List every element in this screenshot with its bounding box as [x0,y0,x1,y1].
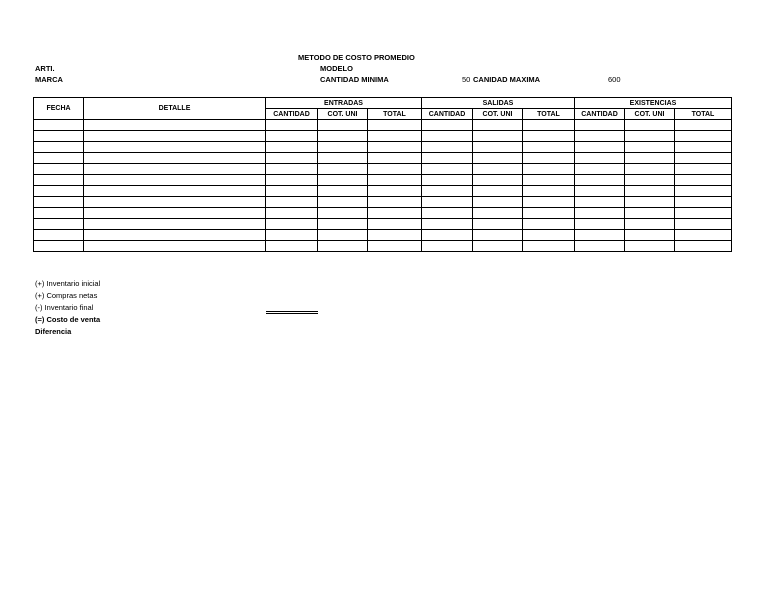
table-cell[interactable] [575,164,625,175]
table-cell[interactable] [473,219,523,230]
summary-inventario-final: (-) Inventario final [35,303,94,312]
table-row [34,120,732,131]
cantidad-minima-value: 50 [462,75,471,84]
table-cell[interactable] [575,219,625,230]
table-cell[interactable] [625,208,675,219]
table-cell[interactable] [34,197,84,208]
table-cell[interactable] [523,197,575,208]
table-cell[interactable] [84,142,266,153]
table-cell[interactable] [318,153,368,164]
table-cell[interactable] [523,241,575,252]
table-cell[interactable] [318,208,368,219]
table-cell[interactable] [625,186,675,197]
table-cell[interactable] [625,164,675,175]
table-cell[interactable] [625,175,675,186]
summary-diferencia: Diferencia [35,327,72,336]
table-cell[interactable] [34,175,84,186]
table-cell[interactable] [266,153,318,164]
table-cell[interactable] [318,219,368,230]
table-cell[interactable] [422,197,473,208]
table-cell[interactable] [675,241,732,252]
table-row [34,164,732,175]
table-cell[interactable] [675,219,732,230]
table-cell[interactable] [473,142,523,153]
table-row [34,230,732,241]
entradas-cot-uni: COT. UNI [318,109,368,120]
table-cell[interactable] [422,175,473,186]
table-cell[interactable] [675,186,732,197]
col-fecha: FECHA [34,98,84,120]
table-cell[interactable] [266,120,318,131]
table-cell[interactable] [575,241,625,252]
table-cell[interactable] [575,131,625,142]
table-cell[interactable] [523,142,575,153]
table-cell[interactable] [34,142,84,153]
table-cell[interactable] [625,142,675,153]
table-cell[interactable] [625,219,675,230]
table-cell[interactable] [368,142,422,153]
summary-costo-venta: (=) Costo de venta [35,315,101,324]
table-cell[interactable] [318,131,368,142]
table-row [34,153,732,164]
table-cell[interactable] [473,186,523,197]
table-cell[interactable] [368,175,422,186]
modelo-label: MODELO [320,64,353,73]
table-cell[interactable] [575,120,625,131]
table-cell[interactable] [422,219,473,230]
table-cell[interactable] [368,153,422,164]
table-cell[interactable] [625,131,675,142]
table-cell[interactable] [473,164,523,175]
table-cell[interactable] [473,230,523,241]
table-cell[interactable] [266,208,318,219]
summary-inventario-inicial: (+) Inventario inicial [35,279,101,288]
table-cell[interactable] [422,153,473,164]
table-row [34,175,732,186]
kardex-table [33,97,732,252]
table-cell[interactable] [422,142,473,153]
table-row [34,241,732,252]
table-cell[interactable] [318,142,368,153]
table-cell[interactable] [84,120,266,131]
table-cell[interactable] [675,131,732,142]
table-cell[interactable] [318,120,368,131]
table-cell[interactable] [625,120,675,131]
table-cell[interactable] [473,208,523,219]
salidas-cot-uni: COT. UNI [473,109,523,120]
table-cell[interactable] [575,208,625,219]
group-entradas: ENTRADAS [266,98,422,109]
table-cell[interactable] [422,208,473,219]
table-cell[interactable] [34,208,84,219]
table-cell[interactable] [625,153,675,164]
table-cell[interactable] [34,164,84,175]
table-row [34,142,732,153]
table-cell[interactable] [84,219,266,230]
table-cell[interactable] [575,197,625,208]
table-row [34,197,732,208]
table-cell[interactable] [523,186,575,197]
table-cell[interactable] [625,197,675,208]
table-cell[interactable] [473,131,523,142]
table-cell[interactable] [575,230,625,241]
salidas-cantidad: CANTIDAD [422,109,473,120]
group-salidas: SALIDAS [422,98,575,109]
table-cell[interactable] [368,197,422,208]
table-cell[interactable] [318,230,368,241]
table-cell[interactable] [575,175,625,186]
table-cell[interactable] [266,241,318,252]
table-cell[interactable] [318,164,368,175]
table-cell[interactable] [34,219,84,230]
table-cell[interactable] [266,142,318,153]
table-cell[interactable] [675,230,732,241]
table-cell[interactable] [368,219,422,230]
table-cell[interactable] [34,186,84,197]
table-cell[interactable] [675,175,732,186]
table-cell[interactable] [523,164,575,175]
table-cell[interactable] [523,131,575,142]
table-cell[interactable] [318,186,368,197]
table-cell[interactable] [523,153,575,164]
table-cell[interactable] [84,230,266,241]
table-cell[interactable] [523,230,575,241]
table-cell[interactable] [84,131,266,142]
table-cell[interactable] [625,241,675,252]
table-cell[interactable] [422,241,473,252]
table-cell[interactable] [34,153,84,164]
table-cell[interactable] [266,197,318,208]
table-cell[interactable] [675,153,732,164]
table-cell[interactable] [318,175,368,186]
table-cell[interactable] [84,153,266,164]
table-row [34,186,732,197]
table-cell[interactable] [84,186,266,197]
table-cell[interactable] [84,208,266,219]
entradas-total: TOTAL [368,109,422,120]
table-cell[interactable] [523,120,575,131]
page-title: METODO DE COSTO PROMEDIO [298,53,415,62]
table-cell[interactable] [523,175,575,186]
table-cell[interactable] [266,131,318,142]
table-cell[interactable] [523,208,575,219]
table-cell[interactable] [84,175,266,186]
group-existencias: EXISTENCIAS [575,98,732,109]
table-cell[interactable] [473,197,523,208]
entradas-cantidad: CANTIDAD [266,109,318,120]
table-cell[interactable] [422,131,473,142]
table-cell[interactable] [422,186,473,197]
table-cell[interactable] [422,120,473,131]
table-cell[interactable] [266,164,318,175]
arti-label: ARTI. [35,64,55,73]
table-cell[interactable] [368,164,422,175]
table-cell[interactable] [523,219,575,230]
table-cell[interactable] [625,230,675,241]
table-cell[interactable] [422,164,473,175]
salidas-total: TOTAL [523,109,575,120]
summary-block [35,278,100,338]
table-cell[interactable] [266,230,318,241]
table-cell[interactable] [575,153,625,164]
table-cell[interactable] [368,208,422,219]
table-cell[interactable] [675,164,732,175]
table-cell[interactable] [675,142,732,153]
table-cell[interactable] [368,120,422,131]
table-cell[interactable] [34,120,84,131]
table-cell[interactable] [84,197,266,208]
cantidad-maxima-value: 600 [608,75,621,84]
table-row [34,131,732,142]
table-cell[interactable] [422,230,473,241]
costo-venta-underline [266,311,318,314]
table-cell[interactable] [266,186,318,197]
table-cell[interactable] [675,197,732,208]
cantidad-minima-label: CANTIDAD MINIMA [320,75,389,84]
table-cell[interactable] [266,219,318,230]
table-cell[interactable] [473,241,523,252]
table-cell[interactable] [368,131,422,142]
table-cell[interactable] [318,241,368,252]
col-detalle: DETALLE [84,98,266,120]
table-cell[interactable] [675,120,732,131]
table-cell[interactable] [675,208,732,219]
table-cell[interactable] [473,175,523,186]
table-cell[interactable] [34,131,84,142]
existencias-cot-uni: COT. UNI [625,109,675,120]
table-cell[interactable] [575,186,625,197]
table-cell[interactable] [84,164,266,175]
table-cell[interactable] [473,153,523,164]
table-cell[interactable] [318,197,368,208]
table-cell[interactable] [368,186,422,197]
table-cell[interactable] [34,230,84,241]
table-row [34,208,732,219]
cantidad-maxima-label: CANIDAD MAXIMA [473,75,541,84]
table-cell[interactable] [368,241,422,252]
table-cell[interactable] [473,120,523,131]
table-cell[interactable] [575,142,625,153]
table-cell[interactable] [84,241,266,252]
marca-label: MARCA [35,75,63,84]
summary-compras-netas: (+) Compras netas [35,291,98,300]
existencias-cantidad: CANTIDAD [575,109,625,120]
table-row [34,219,732,230]
table-cell[interactable] [266,175,318,186]
table-cell[interactable] [368,230,422,241]
table-cell[interactable] [34,241,84,252]
existencias-total: TOTAL [675,109,732,120]
